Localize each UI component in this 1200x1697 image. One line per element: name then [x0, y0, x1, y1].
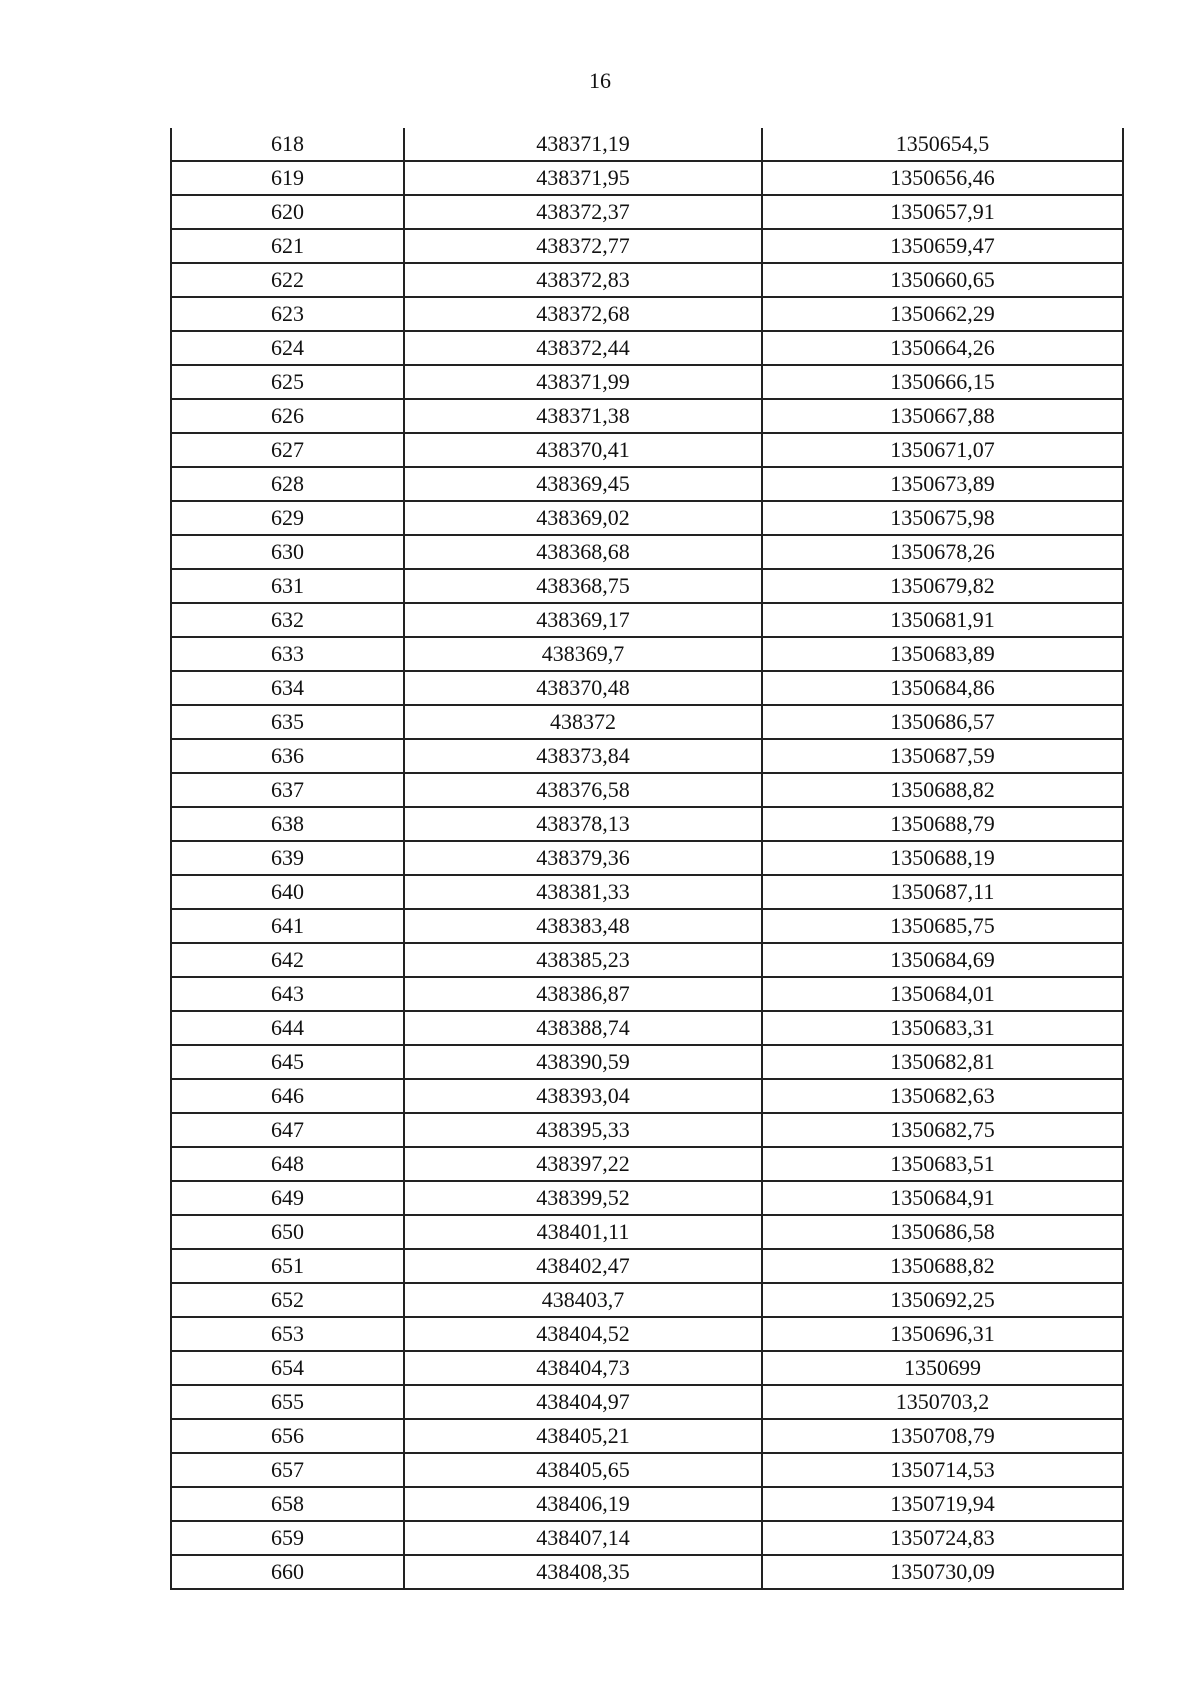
- point-number-cell: 649: [171, 1181, 404, 1215]
- point-number-cell: 619: [171, 161, 404, 195]
- y-coordinate-cell: 1350683,51: [762, 1147, 1123, 1181]
- y-coordinate-cell: 1350714,53: [762, 1453, 1123, 1487]
- y-coordinate-cell: 1350730,09: [762, 1555, 1123, 1589]
- table-row: [171, 263, 1123, 297]
- table-row: [171, 977, 1123, 1011]
- x-coordinate-cell: 438371,95: [404, 161, 762, 195]
- y-coordinate-cell: 1350703,2: [762, 1385, 1123, 1419]
- x-coordinate-cell: 438368,68: [404, 535, 762, 569]
- point-number-cell: 630: [171, 535, 404, 569]
- x-coordinate-cell: 438403,7: [404, 1283, 762, 1317]
- coordinates-table-body: [171, 128, 1123, 1589]
- table-row: [171, 1283, 1123, 1317]
- point-number-cell: 652: [171, 1283, 404, 1317]
- point-number-cell: 623: [171, 297, 404, 331]
- x-coordinate-cell: 438401,11: [404, 1215, 762, 1249]
- x-coordinate-cell: 438369,45: [404, 467, 762, 501]
- y-coordinate-cell: 1350684,01: [762, 977, 1123, 1011]
- x-coordinate-cell: 438372,37: [404, 195, 762, 229]
- table-row: [171, 909, 1123, 943]
- table-row: [171, 739, 1123, 773]
- point-number-cell: 631: [171, 569, 404, 603]
- x-coordinate-cell: 438404,73: [404, 1351, 762, 1385]
- x-coordinate-cell: 438404,52: [404, 1317, 762, 1351]
- point-number-cell: 654: [171, 1351, 404, 1385]
- y-coordinate-cell: 1350708,79: [762, 1419, 1123, 1453]
- x-coordinate-cell: 438381,33: [404, 875, 762, 909]
- point-number-cell: 622: [171, 263, 404, 297]
- y-coordinate-cell: 1350688,19: [762, 841, 1123, 875]
- y-coordinate-cell: 1350686,58: [762, 1215, 1123, 1249]
- x-coordinate-cell: 438372,77: [404, 229, 762, 263]
- x-coordinate-cell: 438370,41: [404, 433, 762, 467]
- table-row: [171, 569, 1123, 603]
- y-coordinate-cell: 1350660,65: [762, 263, 1123, 297]
- point-number-cell: 656: [171, 1419, 404, 1453]
- y-coordinate-cell: 1350678,26: [762, 535, 1123, 569]
- table-row: [171, 603, 1123, 637]
- y-coordinate-cell: 1350684,91: [762, 1181, 1123, 1215]
- x-coordinate-cell: 438371,99: [404, 365, 762, 399]
- x-coordinate-cell: 438399,52: [404, 1181, 762, 1215]
- x-coordinate-cell: 438404,97: [404, 1385, 762, 1419]
- point-number-cell: 642: [171, 943, 404, 977]
- x-coordinate-cell: 438385,23: [404, 943, 762, 977]
- table-row: [171, 161, 1123, 195]
- x-coordinate-cell: 438371,38: [404, 399, 762, 433]
- y-coordinate-cell: 1350667,88: [762, 399, 1123, 433]
- table-row: [171, 297, 1123, 331]
- point-number-cell: 644: [171, 1011, 404, 1045]
- point-number-cell: 650: [171, 1215, 404, 1249]
- y-coordinate-cell: 1350688,79: [762, 807, 1123, 841]
- point-number-cell: 618: [171, 128, 404, 161]
- y-coordinate-cell: 1350683,89: [762, 637, 1123, 671]
- y-coordinate-cell: 1350724,83: [762, 1521, 1123, 1555]
- table-row: [171, 1079, 1123, 1113]
- point-number-cell: 659: [171, 1521, 404, 1555]
- point-number-cell: 637: [171, 773, 404, 807]
- y-coordinate-cell: 1350699: [762, 1351, 1123, 1385]
- table-row: [171, 1487, 1123, 1521]
- x-coordinate-cell: 438369,17: [404, 603, 762, 637]
- table-row: [171, 535, 1123, 569]
- point-number-cell: 629: [171, 501, 404, 535]
- x-coordinate-cell: 438402,47: [404, 1249, 762, 1283]
- x-coordinate-cell: 438373,84: [404, 739, 762, 773]
- x-coordinate-cell: 438372,68: [404, 297, 762, 331]
- point-number-cell: 640: [171, 875, 404, 909]
- x-coordinate-cell: 438379,36: [404, 841, 762, 875]
- x-coordinate-cell: 438369,7: [404, 637, 762, 671]
- y-coordinate-cell: 1350683,31: [762, 1011, 1123, 1045]
- y-coordinate-cell: 1350688,82: [762, 1249, 1123, 1283]
- x-coordinate-cell: 438368,75: [404, 569, 762, 603]
- point-number-cell: 641: [171, 909, 404, 943]
- page-number: 16: [589, 68, 611, 93]
- point-number-cell: 658: [171, 1487, 404, 1521]
- table-row: [171, 1385, 1123, 1419]
- table-row: [171, 1555, 1123, 1589]
- table-row: [171, 1215, 1123, 1249]
- point-number-cell: 632: [171, 603, 404, 637]
- point-number-cell: 633: [171, 637, 404, 671]
- x-coordinate-cell: 438383,48: [404, 909, 762, 943]
- point-number-cell: 646: [171, 1079, 404, 1113]
- table-row: [171, 1011, 1123, 1045]
- point-number-cell: 626: [171, 399, 404, 433]
- table-row: [171, 331, 1123, 365]
- x-coordinate-cell: 438406,19: [404, 1487, 762, 1521]
- y-coordinate-cell: 1350662,29: [762, 297, 1123, 331]
- table-row: [171, 1521, 1123, 1555]
- x-coordinate-cell: 438372: [404, 705, 762, 739]
- table-row: [171, 1147, 1123, 1181]
- table-row: [171, 1317, 1123, 1351]
- table-row: [171, 1045, 1123, 1079]
- point-number-cell: 639: [171, 841, 404, 875]
- point-number-cell: 627: [171, 433, 404, 467]
- table-row: [171, 399, 1123, 433]
- y-coordinate-cell: 1350682,75: [762, 1113, 1123, 1147]
- point-number-cell: 621: [171, 229, 404, 263]
- table-row: [171, 365, 1123, 399]
- table-row: [171, 1351, 1123, 1385]
- x-coordinate-cell: 438372,44: [404, 331, 762, 365]
- y-coordinate-cell: 1350654,5: [762, 128, 1123, 161]
- table-row: [171, 671, 1123, 705]
- table-row: [171, 841, 1123, 875]
- y-coordinate-cell: 1350679,82: [762, 569, 1123, 603]
- x-coordinate-cell: 438397,22: [404, 1147, 762, 1181]
- x-coordinate-cell: 438370,48: [404, 671, 762, 705]
- x-coordinate-cell: 438393,04: [404, 1079, 762, 1113]
- y-coordinate-cell: 1350684,86: [762, 671, 1123, 705]
- y-coordinate-cell: 1350666,15: [762, 365, 1123, 399]
- y-coordinate-cell: 1350687,59: [762, 739, 1123, 773]
- table-row: [171, 1113, 1123, 1147]
- point-number-cell: 657: [171, 1453, 404, 1487]
- table-row: [171, 1419, 1123, 1453]
- table-row: [171, 195, 1123, 229]
- table-row: [171, 807, 1123, 841]
- x-coordinate-cell: 438371,19: [404, 128, 762, 161]
- table-row: [171, 128, 1123, 161]
- y-coordinate-cell: 1350656,46: [762, 161, 1123, 195]
- point-number-cell: 635: [171, 705, 404, 739]
- y-coordinate-cell: 1350686,57: [762, 705, 1123, 739]
- coordinates-table: [170, 128, 1124, 1590]
- y-coordinate-cell: 1350659,47: [762, 229, 1123, 263]
- y-coordinate-cell: 1350682,81: [762, 1045, 1123, 1079]
- table-row: [171, 1181, 1123, 1215]
- y-coordinate-cell: 1350681,91: [762, 603, 1123, 637]
- table-row: [171, 501, 1123, 535]
- x-coordinate-cell: 438386,87: [404, 977, 762, 1011]
- table-row: [171, 943, 1123, 977]
- point-number-cell: 620: [171, 195, 404, 229]
- x-coordinate-cell: 438405,65: [404, 1453, 762, 1487]
- x-coordinate-cell: 438378,13: [404, 807, 762, 841]
- point-number-cell: 636: [171, 739, 404, 773]
- y-coordinate-cell: 1350664,26: [762, 331, 1123, 365]
- x-coordinate-cell: 438405,21: [404, 1419, 762, 1453]
- x-coordinate-cell: 438388,74: [404, 1011, 762, 1045]
- point-number-cell: 647: [171, 1113, 404, 1147]
- point-number-cell: 625: [171, 365, 404, 399]
- table-row: [171, 1249, 1123, 1283]
- table-row: [171, 433, 1123, 467]
- x-coordinate-cell: 438390,59: [404, 1045, 762, 1079]
- table-row: [171, 705, 1123, 739]
- x-coordinate-cell: 438372,83: [404, 263, 762, 297]
- y-coordinate-cell: 1350671,07: [762, 433, 1123, 467]
- table-row: [171, 1453, 1123, 1487]
- y-coordinate-cell: 1350675,98: [762, 501, 1123, 535]
- y-coordinate-cell: 1350696,31: [762, 1317, 1123, 1351]
- x-coordinate-cell: 438395,33: [404, 1113, 762, 1147]
- y-coordinate-cell: 1350673,89: [762, 467, 1123, 501]
- y-coordinate-cell: 1350719,94: [762, 1487, 1123, 1521]
- table-row: [171, 229, 1123, 263]
- table-row: [171, 467, 1123, 501]
- point-number-cell: 634: [171, 671, 404, 705]
- point-number-cell: 660: [171, 1555, 404, 1589]
- table-row: [171, 637, 1123, 671]
- y-coordinate-cell: 1350687,11: [762, 875, 1123, 909]
- y-coordinate-cell: 1350682,63: [762, 1079, 1123, 1113]
- x-coordinate-cell: 438369,02: [404, 501, 762, 535]
- point-number-cell: 643: [171, 977, 404, 1011]
- point-number-cell: 624: [171, 331, 404, 365]
- y-coordinate-cell: 1350657,91: [762, 195, 1123, 229]
- y-coordinate-cell: 1350692,25: [762, 1283, 1123, 1317]
- point-number-cell: 645: [171, 1045, 404, 1079]
- point-number-cell: 651: [171, 1249, 404, 1283]
- point-number-cell: 648: [171, 1147, 404, 1181]
- table-row: [171, 773, 1123, 807]
- y-coordinate-cell: 1350685,75: [762, 909, 1123, 943]
- x-coordinate-cell: 438407,14: [404, 1521, 762, 1555]
- y-coordinate-cell: 1350684,69: [762, 943, 1123, 977]
- x-coordinate-cell: 438408,35: [404, 1555, 762, 1589]
- point-number-cell: 628: [171, 467, 404, 501]
- point-number-cell: 655: [171, 1385, 404, 1419]
- table-row: [171, 875, 1123, 909]
- point-number-cell: 638: [171, 807, 404, 841]
- y-coordinate-cell: 1350688,82: [762, 773, 1123, 807]
- x-coordinate-cell: 438376,58: [404, 773, 762, 807]
- point-number-cell: 653: [171, 1317, 404, 1351]
